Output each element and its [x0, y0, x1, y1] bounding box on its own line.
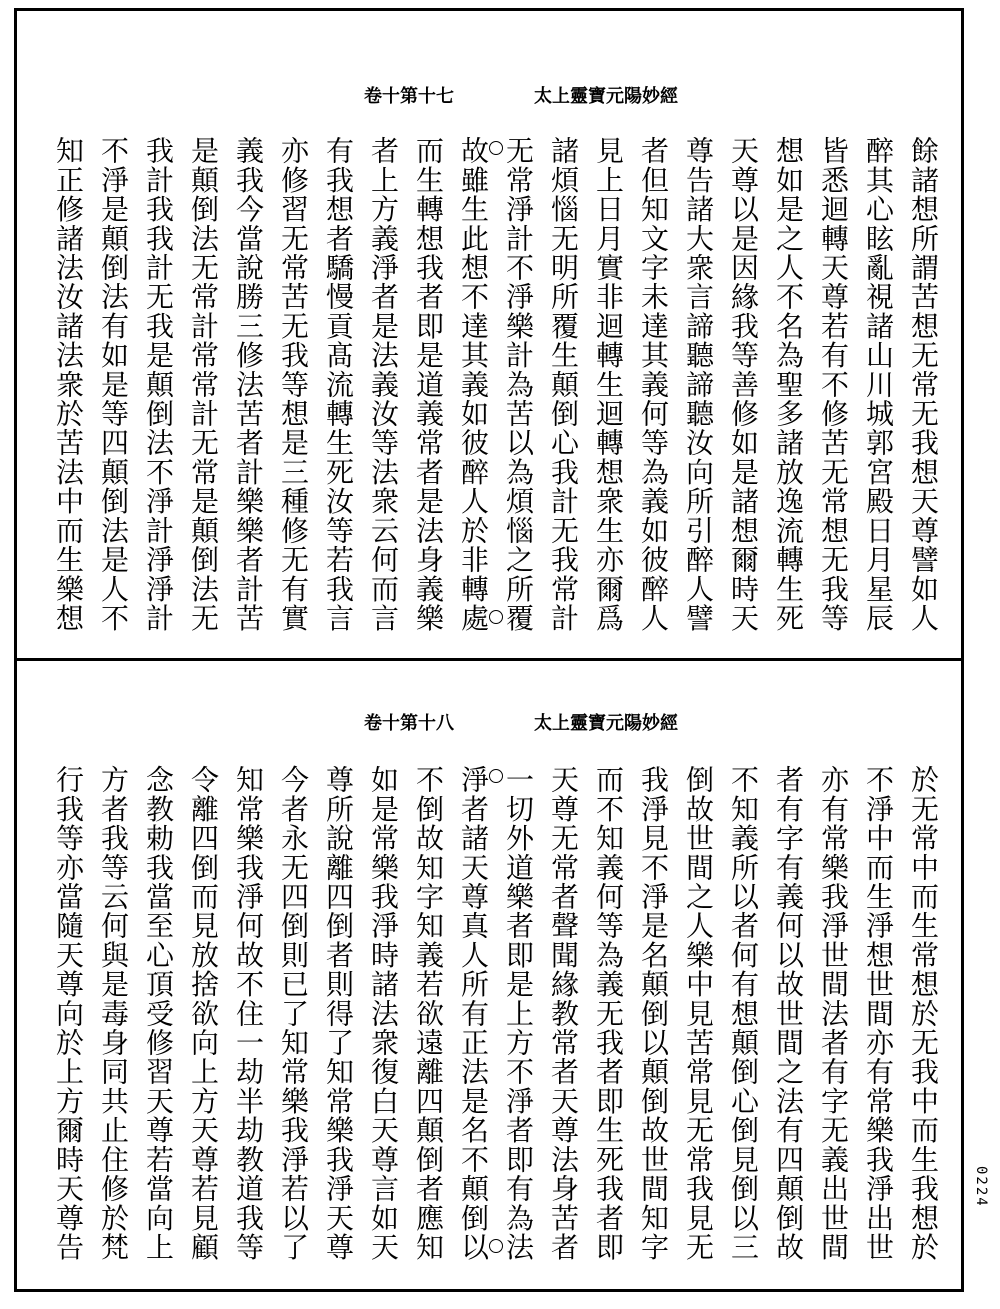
text-column: 故雖生此想不達其義如彼醉人於非轉處 — [457, 136, 490, 633]
top-header — [364, 82, 764, 112]
text-column: 亦修習无常苦无我等想是三種修无有實 — [277, 136, 310, 633]
text-column: 餘諸想所謂苦想无常无我想天尊譬如人 — [907, 136, 940, 633]
bottom-header-title: 太上靈寶元陽妙經 — [534, 713, 678, 734]
text-column: 如是常樂我淨時諸法衆復白天尊言如天 — [367, 765, 400, 1262]
bottom-header-volume: 卷十第十八 — [364, 713, 454, 734]
text-column: 知常樂我淨何故不住一劫半劫教道我等 — [232, 765, 265, 1262]
text-column: 无常淨計不淨樂計為苦以為煩惱之所覆 — [502, 136, 535, 633]
text-column: 想如是之人不名為聖多諸放逸流轉生死 — [772, 136, 805, 633]
text-column: 不倒故知字知義若欲遠離四顛倒者應知 — [412, 765, 445, 1262]
top-header-volume: 卷十第十七 — [364, 86, 454, 107]
bottom-header — [364, 709, 764, 739]
text-column: 而不知義何等為義无我者即生死我者即 — [592, 765, 625, 1262]
circle-marker-icon — [489, 610, 503, 624]
text-column: 知正修諸法汝諸法衆於苦法中而生樂想 — [52, 136, 85, 633]
text-column: 天尊无常者聲聞緣教常者天尊法身苦者 — [547, 765, 580, 1262]
text-column: 行我等亦當隨天尊向於上方爾時天尊告 — [52, 765, 85, 1262]
text-column: 念教勅我當至心頂受修習天尊若當向上 — [142, 765, 175, 1262]
circle-marker-icon — [489, 769, 503, 783]
text-column: 令離四倒而見放捨欲向上方天尊若見顧 — [187, 765, 220, 1262]
top-panel — [14, 8, 964, 658]
text-column: 不淨中而生淨想世間亦有常樂我淨出世 — [862, 765, 895, 1262]
text-column: 諸煩惱无明所覆生顛倒心我計无我常計 — [547, 136, 580, 633]
text-column: 而生轉想我者即是道義常者是法身義樂 — [412, 136, 445, 633]
bottom-panel — [14, 661, 964, 1292]
text-column: 者但知文字未達其義何等為義如彼醉人 — [637, 136, 670, 633]
text-column: 醉其心眩亂視諸山川城郭宮殿日月星辰 — [862, 136, 895, 633]
text-column: 我計我我計无我是顛倒法不淨計淨淨計 — [142, 136, 175, 633]
text-column: 尊告諸大衆言諦聽諦聽汝向所引醉人譬 — [682, 136, 715, 633]
page-number: 0224 — [973, 1166, 989, 1208]
text-column: 今者永无四倒則已了知常樂我淨若以了 — [277, 765, 310, 1262]
text-column: 我淨見不淨是名顛倒以顛倒故世間知字 — [637, 765, 670, 1262]
text-column: 見上日月實非迴轉生迴轉想衆生亦爾爲 — [592, 136, 625, 633]
circle-marker-icon — [489, 1239, 503, 1253]
text-column: 義我今當說勝三修法苦者計樂樂者計苦 — [232, 136, 265, 633]
text-column: 不知義所以者何有想顛倒心倒見倒以三 — [727, 765, 760, 1262]
top-header-title: 太上靈寶元陽妙經 — [534, 86, 678, 107]
text-column: 於无常中而生常想於无我中而生我想於 — [907, 765, 940, 1262]
text-column: 是顛倒法无常計常常計无常是顛倒法无 — [187, 136, 220, 633]
text-column: 者上方義淨者是法義汝等法衆云何而言 — [367, 136, 400, 633]
text-column: 一切外道樂者即是上方不淨者即有為法 — [502, 765, 535, 1262]
text-column: 者有字有義何以故世間之法有四顛倒故 — [772, 765, 805, 1262]
text-column: 亦有常樂我淨世間法者有字无義出世間 — [817, 765, 850, 1262]
text-column: 皆悉迴轉天尊若有不修苦无常想无我等 — [817, 136, 850, 633]
text-column: 方者我等云何與是毒身同共止住修於梵 — [97, 765, 130, 1262]
circle-marker-icon — [489, 141, 503, 155]
text-column: 天尊以是因緣我等善修如是諸想爾時天 — [727, 136, 760, 633]
text-column: 尊所說離四倒者則得了知常樂我淨天尊 — [322, 765, 355, 1262]
text-column: 淨者諸天尊真人所有正法是名不顛倒以 — [457, 765, 490, 1262]
text-column: 倒故世間之人樂中見苦常見无常我見无 — [682, 765, 715, 1262]
text-column: 有我想者驕慢貢髙流轉生死汝等若我言 — [322, 136, 355, 633]
text-column: 不淨是顛倒法有如是等四顛倒法是人不 — [97, 136, 130, 633]
